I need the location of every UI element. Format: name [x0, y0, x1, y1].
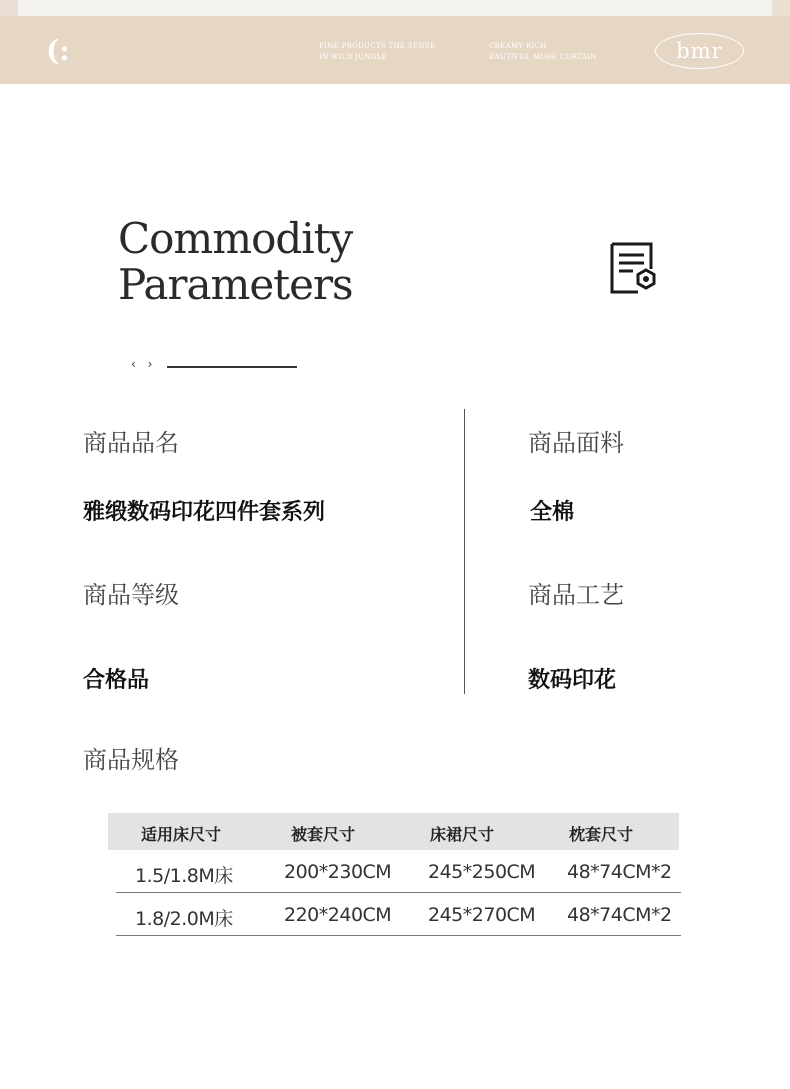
top-strip-inner	[18, 0, 772, 16]
craft-value: 数码印花	[528, 668, 617, 693]
spec-table	[108, 813, 679, 936]
column-divider	[464, 409, 465, 694]
table-cell: 1.8/2.0M床	[135, 908, 233, 930]
spec-table-header	[108, 813, 679, 850]
tagline-1-line-1: FINE PRODUCTS THE SENSE	[319, 42, 436, 50]
table-cell: 245*270CM	[428, 904, 536, 926]
logo-mark: (:	[46, 34, 70, 67]
tagline-2-line-1: CREAMY RICH	[489, 42, 547, 50]
table-cell: 245*250CM	[428, 861, 536, 883]
decorative-line	[167, 366, 297, 368]
tagline-1	[319, 41, 435, 63]
table-row	[108, 893, 679, 936]
grade-label: 商品等级	[83, 581, 179, 609]
header-duvet-size: 被套尺寸	[291, 825, 356, 844]
table-cell: 1.5/1.8M床	[135, 865, 233, 887]
craft-label: 商品工艺	[528, 581, 624, 609]
brand-banner	[0, 16, 790, 84]
grade-value: 合格品	[83, 668, 150, 693]
table-cell: 200*230CM	[284, 861, 392, 883]
row-divider	[116, 935, 681, 936]
header-bed-skirt-size: 床裙尺寸	[430, 825, 495, 844]
nav-arrows: ‹ ›	[131, 357, 157, 371]
name-label: 商品品名	[83, 429, 179, 457]
table-cell: 220*240CM	[284, 904, 392, 926]
tagline-1-line-2: IN WILD JUNGLE	[319, 53, 387, 61]
top-strip	[0, 0, 790, 16]
tagline-2	[489, 41, 597, 63]
brand-logo: bmr	[655, 33, 744, 69]
spec-label: 商品规格	[83, 746, 179, 774]
table-row	[108, 850, 679, 893]
table-cell: 48*74CM*2	[567, 861, 672, 883]
fabric-value: 全棉	[530, 500, 575, 525]
name-value: 雅缎数码印花四件套系列	[83, 500, 326, 525]
document-settings-icon	[607, 242, 659, 296]
tagline-2-line-2: EAUTIFUL MORE CURTAIN	[489, 53, 597, 61]
table-cell: 48*74CM*2	[567, 904, 672, 926]
title-line-1: Commodity	[118, 214, 353, 263]
title-line-2: Parameters	[118, 260, 353, 309]
header-bed-size: 适用床尺寸	[141, 825, 222, 844]
header-pillowcase-size: 枕套尺寸	[569, 825, 634, 844]
fabric-label: 商品面料	[528, 429, 624, 457]
section-title	[118, 216, 353, 308]
